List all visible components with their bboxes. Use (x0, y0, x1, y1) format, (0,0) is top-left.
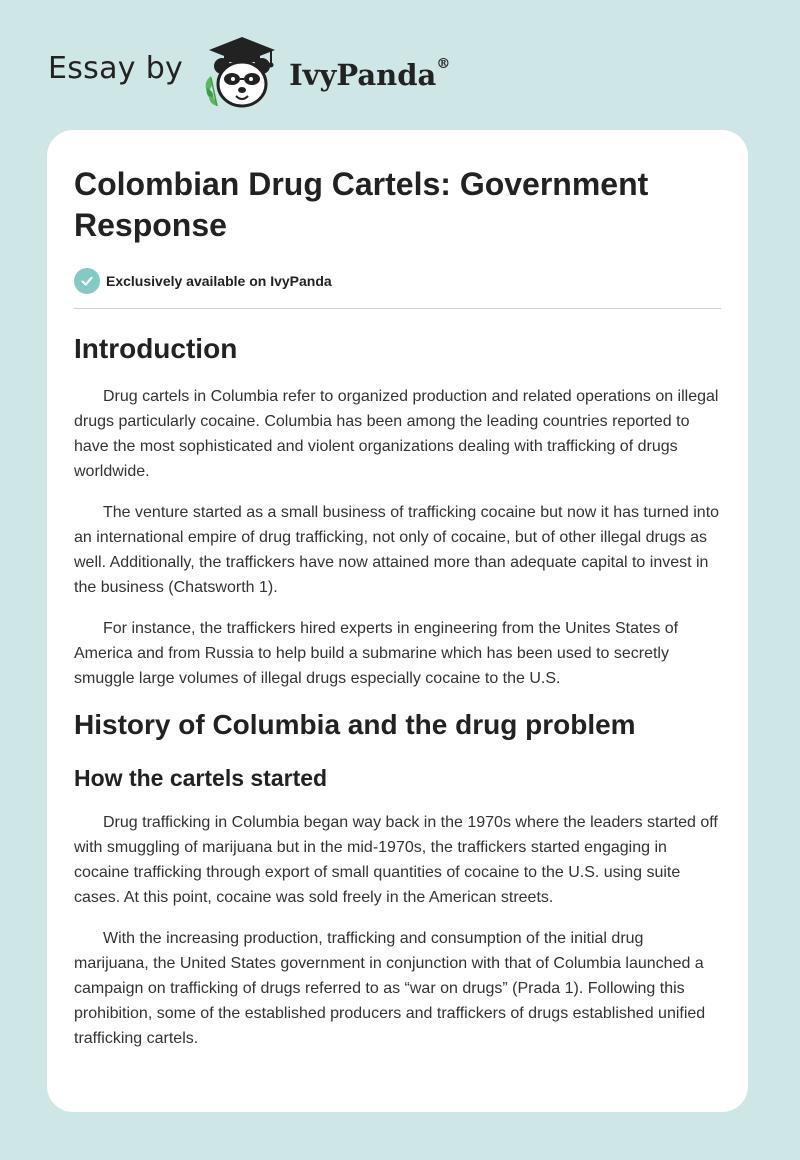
subheading-cartels-started: How the cartels started (74, 765, 328, 791)
divider (74, 308, 721, 309)
section-heading-history: History of Columbia and the drug problem (74, 709, 636, 740)
exclusive-label: Exclusively available on IvyPanda (106, 273, 332, 289)
exclusive-badge (74, 268, 721, 294)
essay-by-label: Essay by (48, 50, 184, 86)
paragraph: Drug trafficking in Columbia began way back in the 1970s where the leaders started off with smuggling of marijuana but in the mid-1970s, the traffickers started engaging in cocaine trafficking through export of small quantities of cocaine to the U.S. using suite cases. At this point, cocaine was sold freely in the American streets. (74, 814, 718, 906)
paragraph: The venture started as a small business of trafficking cocaine but now it has turned into an international empire of drug trafficking, not only of cocaine, but of other illegal drugs as well. Additionally, the traffickers have now attained more than adequate capital to invest in the business (Chatsworth 1). (74, 504, 720, 596)
brand-name: IvyPanda® (289, 56, 451, 92)
registered-mark: ® (436, 56, 451, 72)
check-icon (74, 268, 100, 294)
essay-title: Colombian Drug Cartels: Government Response (74, 166, 649, 243)
ivypanda-logo[interactable] (197, 34, 450, 110)
panda-graduate-icon (197, 34, 287, 110)
essay-card (47, 130, 748, 1112)
paragraph: Drug cartels in Columbia refer to organized production and related operations on illegal drugs particularly cocaine. Columbia has been among the leading countries reported to have the most sophisticated and violent organizations dealing with trafficking of drugs worldwide. (74, 388, 719, 480)
site-header (48, 34, 450, 110)
section-heading-introduction: Introduction (74, 333, 238, 364)
paragraph: For instance, the traffickers hired experts in engineering from the Unites States of America and from Russia to help build a submarine which has been used to secretly smuggle large volumes of illegal drugs especially cocaine to the U.S. (74, 620, 679, 687)
paragraph: With the increasing production, trafficking and consumption of the initial drug marijuana, the United States government in conjunction with that of Columbia launched a campaign on trafficking of drugs referred to as “war on drugs” (Prada 1). Following this prohibition, some of the established producers and traffickers of drugs established unified trafficking cartels. (74, 930, 706, 1047)
